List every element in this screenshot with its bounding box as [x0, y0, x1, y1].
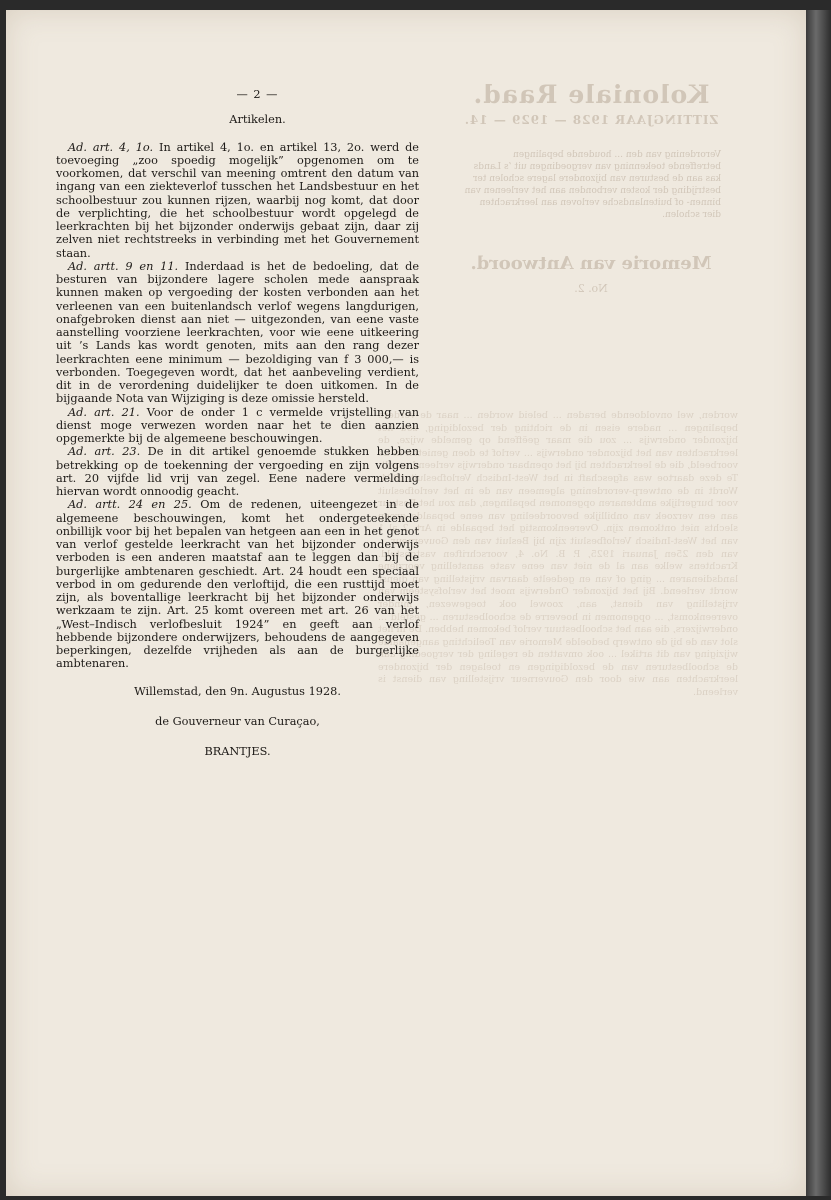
- book-binding-edge: [806, 10, 831, 1196]
- paragraph-text: De in dit artikel genoemde stukken hebben betrekking op de toekenning der vergoeding en zijn volgens art. 20 vijfde lid vrij van zegel. Eene nadere vermelding hiervan wordt onnoodig geacht.: [56, 445, 419, 498]
- paragraph-art-23: [56, 445, 419, 498]
- section-heading: Artikelen.: [229, 113, 286, 127]
- main-text-column: [56, 88, 419, 775]
- paragraph-art-21: [56, 406, 419, 446]
- bleed-through-title: Koloniale Raad.: [472, 80, 710, 109]
- article-ref: Ad. art. 4, 1o.: [68, 140, 154, 154]
- bleed-through-header: [461, 80, 721, 295]
- paragraph-text: Om de redenen, uiteengezet in de algemeene beschouwingen, komt het ondergeteekende onbillijk voor bij het bepalen van hetgeen aan een in het genot van verlof gestelde leerkracht van het bijzonder onderwijs verboden is een anderen maatstaf aan te leggen dan bij de burgerlijke ambtenaren geschiedt. Art. 24 houdt een speciaal verbod in om gedurende den verloftijd, die een rusttijd moet zijn, als boventallige leerkracht bij het bijzonder onderwijs werkzaam te zijn. Art. 25 komt overeen met art. 26 van het „West–Indisch verlofbesluit 1924” en geeft aan verlof hebbende bijzondere onderwijzers, behoudens de aangegeven beperkingen, dezelfde vrijheden als aan de burgerlijke ambtenaren.: [56, 498, 420, 671]
- signature-block: [56, 685, 419, 759]
- paragraph-art-24-25: [56, 498, 419, 670]
- article-ref: Ad. art. 21.: [68, 405, 140, 419]
- bleed-through-session: ZITTINGJAAR 1928 — 1929 — 14.: [463, 113, 719, 127]
- paragraph-text: In artikel 4, 1o. en artikel 13, 2o. werd de toevoeging „zoo spoedig mogelijk” opgenomen om te voorkomen, dat verschil van meening omtrent den datum van ingang van een ziekteverlof tusschen het Landsbestuur en het schoolbestuur zou kunnen rijzen, waarbij nog komt, dat door de verplichting, die het schoolbestuur wordt opgelegd de leerkrachten bij het bijzonder onderwijs gebaat zijn, daar zij zelven niet rechtstreeks in verbinding met het Gouvernement staan.: [56, 140, 419, 260]
- place-date: Willemstad, den 9n. Augustus 1928.: [134, 684, 341, 698]
- article-ref: Ad. artt. 24 en 25.: [68, 498, 192, 512]
- bleed-through-number: No. 2.: [574, 282, 608, 295]
- signatory-name: BRANTJES.: [204, 745, 271, 758]
- bleed-through-body: worden, wel onvoldoende beraden ... beleid worden ... naar de verdere bepalingen ... nadere eisen in de richting der bezoldiging, zou het bijzonder onderwijs ... zou die maar geëffend op gemelde wijze, de leerkrachten van het bijzonder onderwijs ... verlof te doen genieten in de voorbeeld, die de leerkrachten bij het openbaar onderwijs verleend wordt. Te deze daartoe was afgeschaft in het West-Indisch Verlofbesluit 1924. Wordt in de ontwerp-verordening algemeen van de in het verlofbesluit voor burgerlijke ambtenaren opgenomen bepalingen, dan zou het Bestuur aan een verzoek van onbillijke bevoordeeling van eene bepaalde groep slechts niet ontkomen zijn. Overeenkomstig het bepaalde in Art. 2 al 1 van het West-Indisch Verlofbesluit zijn bij Besluit van den Gouverneur ... van den 25en Januari 1925, P. B. No. 4, voorschriften vastgesteld. Krachtens welke aan al de niet van eene vaste aanstelling voorziene landsdienaren ... ging of van en gedeelte daarvan vrijstelling van dienst wordt verleend. Bij het bijzonder Onderwijs moet het verlofsysteem van vrijstelling van dienst, aan, zoowel ook toegewezen, minder overeenkomst, ... opgenomen in hoeverre de schoolbesturen ... gesteld ... onderwijzers, die aan het schoolbestuur verlof bekomen hebben. De in het slot van de bij de ontwerp bedoelde Memorie van Toelichting aangehaalde wijziging van dit artikel ... ook omvatten de regeling der vergoeding aan de schoolbesturen van de bezoldigingen en toelagen der bijzondere leerkrachten aan wie door den Gouverneur vrijstelling van dienst is verleend.: [378, 410, 738, 699]
- document-page: [6, 10, 806, 1196]
- paragraph-text: Inderdaad is het de bedoeling, dat de besturen van bijzondere lagere scholen mede aanspraak kunnen maken op vergoeding der kosten verbonden aan het verleenen van een buitenlandsch verlof wegens langdurigen, onafgebroken dienst aan niet — uitgezonden, van eene vaste aanstelling voorziene leerkrachten, voor wie eene uitkeering uit ’s Lands kas wordt genoten, mits aan den rang dezer leerkrachten eene minimum — bezoldiging van f 3 000,— is verbonden. Toegegeven wordt, dat het aanbeveling verdient, dit in de verordening duidelijker te doen uitkomen. In de bijgaande Nota van Wijziging is deze omissie hersteld.: [56, 259, 419, 406]
- bleed-through-intro: Verordening van den ... houdende bepalingen betreffende toekenning van vergoedingen uit ’s Lands kas aan de besturen van bijzondere lagere scholen ter bestrijding der kosten verbonden aan het verleenen van binnen- of buitenlandsche verloven aan leerkrachten dier scholen.: [464, 150, 721, 220]
- paragraph-art-4: [56, 141, 419, 260]
- article-ref: Ad. artt. 9 en 11.: [68, 259, 179, 273]
- signatory-office: de Gouverneur van Curaçao,: [155, 714, 320, 728]
- paragraph-art-9-11: [56, 260, 419, 406]
- bleed-through-memo-title: Memorie van Antwoord.: [470, 253, 712, 274]
- paragraph-text: Voor de onder 1 c vermelde vrijstelling van dienst moge verwezen worden naar het te dien aanzien opgemerkte bij de algemeene beschouwingen.: [56, 405, 419, 445]
- article-ref: Ad. art. 23.: [68, 445, 141, 459]
- page-number: — 2 —: [236, 88, 279, 101]
